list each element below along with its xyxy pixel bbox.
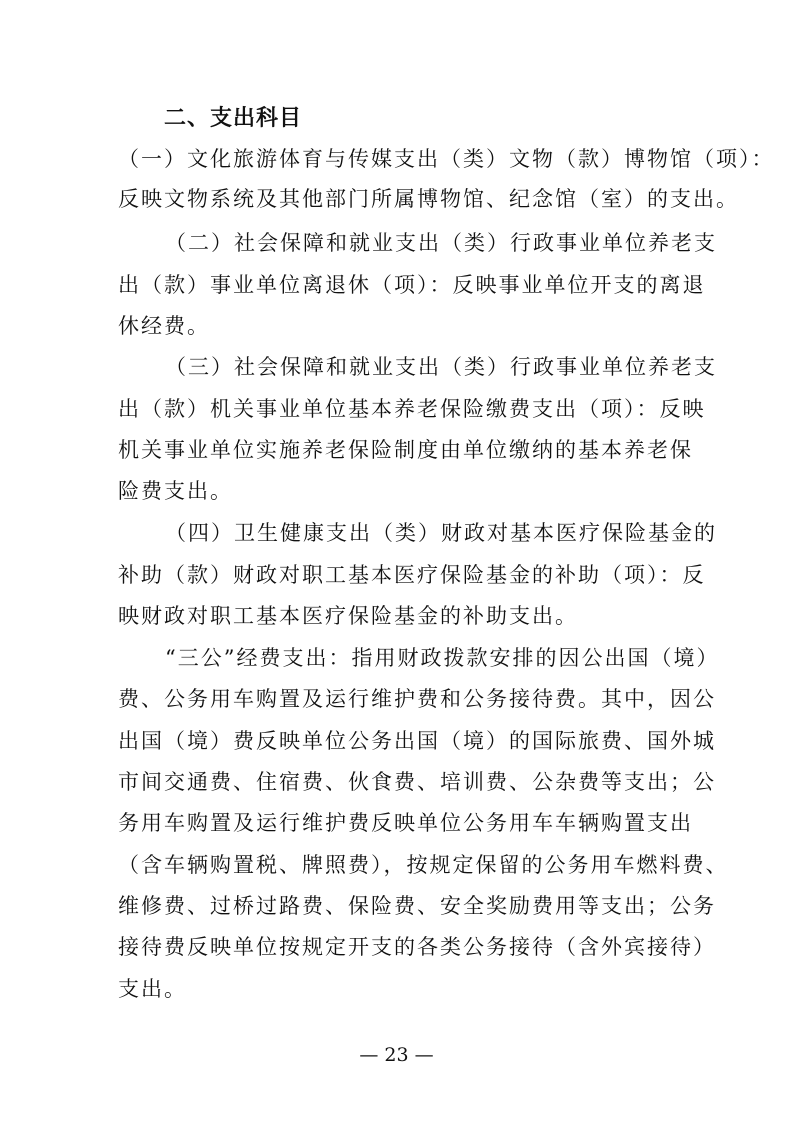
paragraph-4-line-2: 补助（款）财政对职工基本医疗保险基金的补助（项）：反 (118, 563, 706, 587)
paragraph-1-line-2: 反映文物系统及其他部门所属博物馆、纪念馆（室）的支出。 (118, 187, 739, 211)
paragraph-4-line-3: 映财政对职工基本医疗保险基金的补助支出。 (118, 604, 578, 628)
paragraph-5-line-8: 接待费反映单位按规定开支的各类公务接待（含外宾接待） (118, 935, 716, 959)
paragraph-2-line-1: （二）社会保障和就业支出（类）行政事业单位养老支 (165, 231, 717, 255)
paragraph-3-line-3: 机关事业单位实施养老保险制度由单位缴纳的基本养老保 (118, 438, 693, 462)
paragraph-5-line-7: 维修费、过桥过路费、保险费、安全奖励费用等支出；公务 (118, 894, 716, 918)
paragraph-5-line-6: （含车辆购置税、牌照费），按规定保留的公务用车燃料费、 (118, 853, 729, 877)
paragraph-5-line-9: 支出。 (118, 977, 187, 1001)
paragraph-4-line-1: （四）卫生健康支出（类）财政对基本医疗保险基金的 (165, 521, 717, 545)
paragraph-5-line-4: 市间交通费、住宿费、伙食费、培训费、公杂费等支出；公 (118, 770, 716, 794)
paragraph-5-line-1: “三公”经费支出：指用财政拨款安排的因公出国（境） (165, 646, 720, 670)
page-number: — 23 — (359, 1044, 434, 1066)
paragraph-2-line-2: 出（款）事业单位离退休（项）：反映事业单位开支的离退 (118, 273, 706, 297)
paragraph-3-line-4: 险费支出。 (118, 479, 233, 503)
paragraph-3-line-1: （三）社会保障和就业支出（类）行政事业单位养老支 (165, 355, 717, 379)
paragraph-2-line-3: 休经费。 (118, 314, 210, 338)
paragraph-1-line-1: （一）文化旅游体育与传媒支出（类）文物（款）博物馆（项）： (118, 147, 775, 171)
paragraph-5-line-3: 出国（境）费反映单位公务出国（境）的国际旅费、国外城 (118, 729, 716, 753)
paragraph-3-line-2: 出（款）机关事业单位基本养老保险缴费支出（项）：反映 (118, 397, 706, 421)
section-heading: 二、支出科目 (164, 106, 303, 131)
paragraph-5-line-5: 务用车购置及运行维护费反映单位公务用车车辆购置支出 (118, 811, 693, 835)
paragraph-5-line-2: 费、公务用车购置及运行维护费和公务接待费。其中，因公 (118, 687, 716, 711)
